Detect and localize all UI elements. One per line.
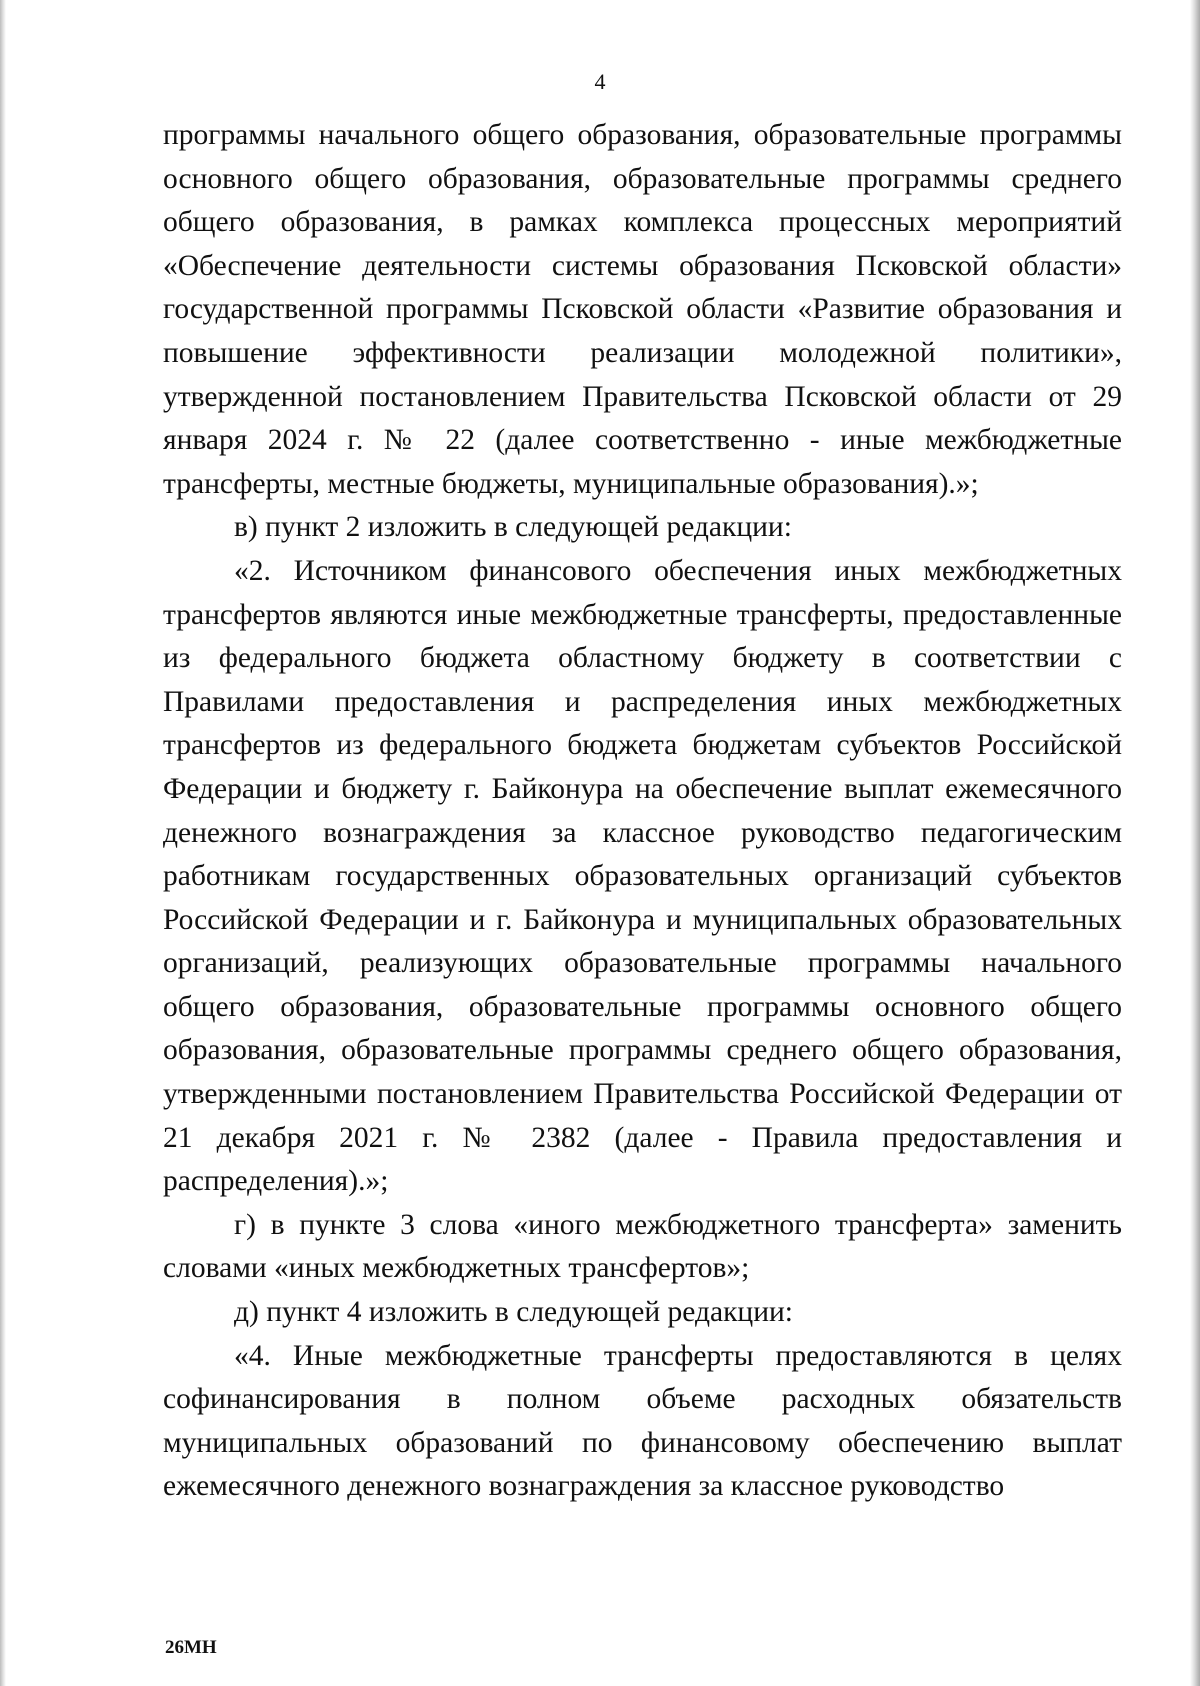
- paragraph-item-d: д) пункт 4 изложить в следующей редакции:: [234, 1296, 793, 1329]
- document-body: [163, 114, 1122, 1509]
- paragraph-item-g: г) в пункте 3 слова «иного межбюджетного трансферта» заменить словами «иных межбюджетных трансфертов»;: [163, 1208, 1122, 1285]
- paragraph-continuation: программы начального общего образования, образовательные программы основного общего образования, образовательные программы среднего общего образования, в рамках комплекса процессных мероприятий «Обеспечение деятельности системы образования Псковской области» государственной программы Псковской области «Развитие образования и повышение эффективности реализации молодежной политики», утвержденной постановлением Правительства Псковской области от 29 января 2024 г. № 22 (далее соответственно - иные межбюджетные трансферты, местные бюджеты, муниципальные образования).»;: [163, 119, 1122, 500]
- footer-document-code: 26МН: [165, 1637, 217, 1658]
- scan-edge-left: [0, 0, 6, 1686]
- paragraph-point-2: «2. Источником финансового обеспечения иных межбюджетных трансфертов являются иные межбюджетные трансферты, предоставленные из федерального бюджета областному бюджету в соответствии с Правилами предоставления и распределения иных межбюджетных трансфертов из федерального бюджета бюджетам субъектов Российской Федерации и бюджету г. Байконура на обеспечение выплат ежемесячного денежного вознаграждения за классное руководство педагогическим работникам государственных образовательных организаций субъектов Российской Федерации и г. Байконура и муниципальных образовательных организаций, реализующих образовательные программы начального общего образования, образовательные программы основного общего образования, образовательные программы среднего общего образования, утвержденными постановлением Правительства Российской Федерации от 21 декабря 2021 г. № 2382 (далее - Правила предоставления и распределения).»;: [163, 554, 1122, 1198]
- page-number: 4: [594, 69, 606, 94]
- paragraph-point-4: «4. Иные межбюджетные трансферты предоставляются в целях софинансирования в полном объеме расходных обязательств муниципальных образований по финансовому обеспечению выплат ежемесячного денежного вознаграждения за классное руководство: [163, 1339, 1122, 1503]
- paragraph-item-v: в) пункт 2 изложить в следующей редакции:: [234, 511, 792, 544]
- scan-edge-right: [1190, 0, 1200, 1686]
